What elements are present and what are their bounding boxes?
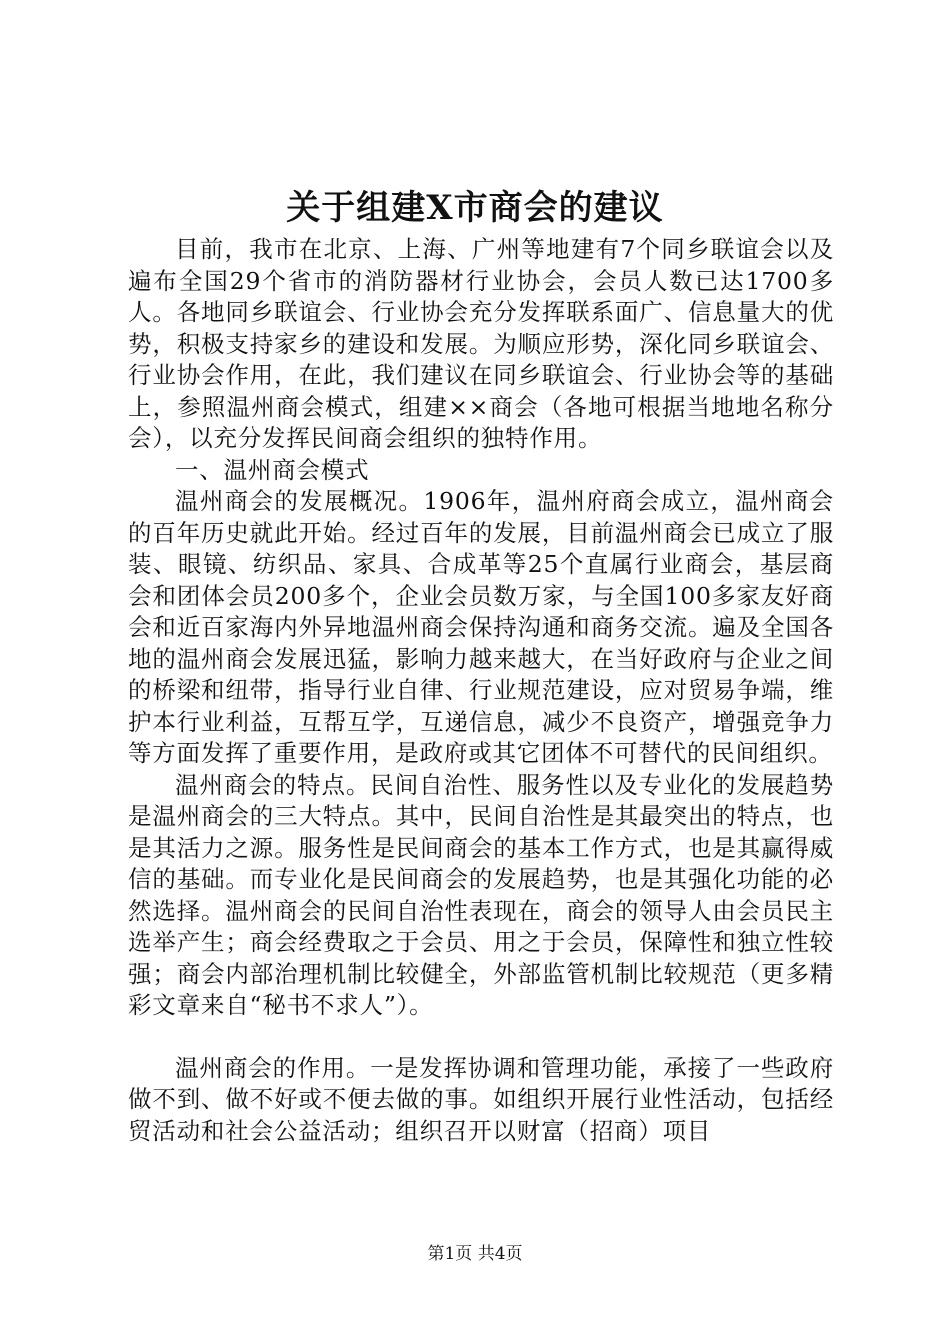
page-number-footer: 第1页 共4页 (427, 1244, 523, 1264)
paragraph-functions: 温州商会的作用。一是发挥协调和管理功能，承接了一些政府做不到、做不好或不便去做的事。如组织开展行业性活动，包括经贸活动和社会公益活动；组织召开以财富（招商）项目 (128, 1053, 834, 1145)
document-body (128, 234, 834, 1147)
section-heading: 一、温州商会模式 (175, 455, 370, 484)
paragraph-overview: 温州商会的发展概况。1906年，温州府商会成立，温州商会的百年历史就此开始。经过百年的发展，目前温州商会已成立了服装、眼镜、纺织品、家具、合成革等25个直属行业商会，基层商会和团体会员200多个，企业会员数万家，与全国100多家友好商会和近百家海内外异地温州商会保持沟通和商务交流。遍及全国各地的温州商会发展迅猛，影响力越来越大，在当好政府与企业之间的桥梁和纽带，指导行业自律、行业规范建设，应对贸易争端，维护本行业利益，互帮互学，互递信息，减少不良资产，增强竞争力等方面发挥了重要作用，是政府或其它团体不可替代的民间组织。 (128, 487, 834, 767)
document-title: 关于组建X市商会的建议 (286, 188, 664, 228)
paragraph-features: 温州商会的特点。民间自治性、服务性以及专业化的发展趋势是温州商会的三大特点。其中，民间自治性是其最突出的特点，也是其活力之源。服务性是民间商会的基本工作方式，也是其赢得威信的基础。而专业化是民间商会的发展趋势，也是其强化功能的必然选择。温州商会的民间自治性表现在，商会的领导人由会员民主选举产生；商会经费取之于会员、用之于会员，保障性和独立性较强；商会内部治理机制比较健全，外部监管机制比较规范（更多精彩文章来自“秘书不求人”）。 (128, 770, 834, 1019)
paragraph-intro: 目前，我市在北京、上海、广州等地建有7个同乡联谊会以及遍布全国29个省市的消防器材行业协会，会员人数已达1700多人。各地同乡联谊会、行业协会充分发挥联系面广、信息量大的优势，积极支持家乡的建设和发展。为顺应形势，深化同乡联谊会、行业协会作用，在此，我们建议在同乡联谊会、行业协会等的基础上，参照温州商会模式，组建××商会（各地可根据当地地名称分会），以充分发挥民间商会组织的独特作用。 (128, 235, 834, 452)
